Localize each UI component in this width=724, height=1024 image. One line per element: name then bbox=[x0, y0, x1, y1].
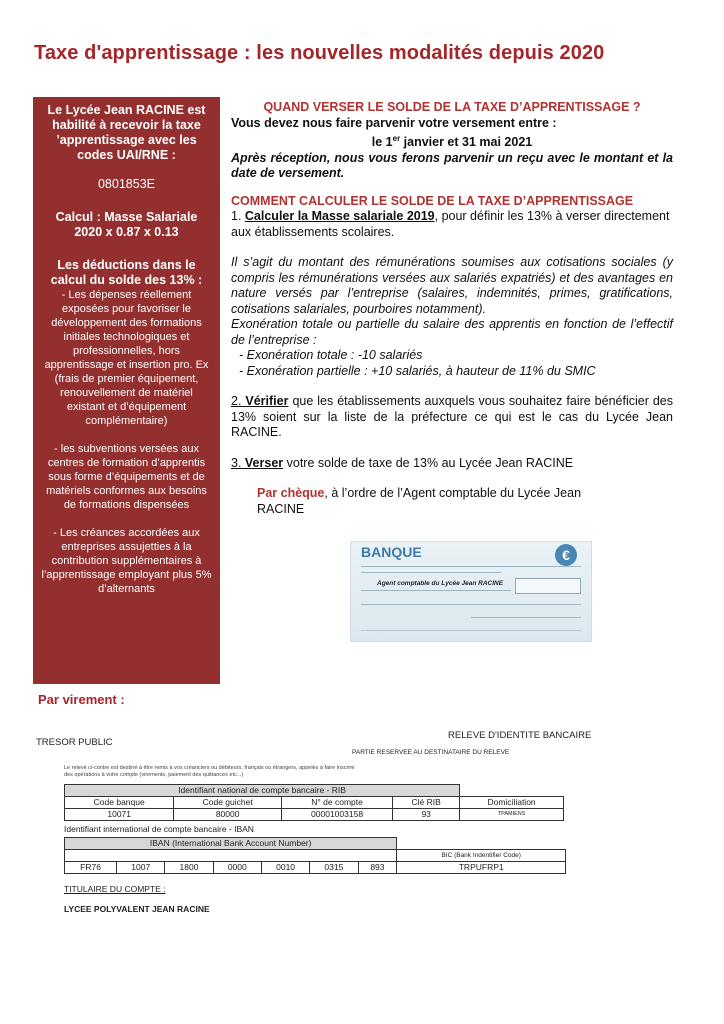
quand-dates bbox=[231, 131, 673, 151]
iban-header: IBAN (International Bank Account Number) bbox=[65, 838, 397, 850]
partie-reservee: PARTIE RESERVEE AU DESTINATAIRE DU RELEVE bbox=[352, 749, 510, 756]
tresor-label: TRESOR PUBLIC bbox=[36, 737, 113, 748]
step-number: 1. bbox=[231, 209, 245, 224]
calcul-formula: Calcul : Masse Salariale 2020 x 0.87 x 0.13 bbox=[55, 210, 198, 239]
iban-part: 0000 bbox=[213, 862, 261, 874]
uai-code: 0801853E bbox=[97, 177, 155, 191]
val-code-banque: 10071 bbox=[65, 809, 174, 821]
step-text: votre solde de taxe de 13% au Lycée Jean RACINE bbox=[283, 455, 574, 470]
step-2 bbox=[231, 394, 673, 441]
amount-box bbox=[515, 578, 581, 594]
rib-document bbox=[36, 727, 656, 922]
deduction-item: - Les dépenses réellement exposées pour favoriser le développement des formations initiales technologiques et professionnelles, hors apprentissage et insertion pro. Ex (frais de premier équipement, renouvellement de matériel existant et d’équipement complémentaire) bbox=[44, 289, 209, 427]
deductions-title: Les déductions dans le calcul du solde des 13% : bbox=[50, 258, 203, 287]
cheque-payee: Agent comptable du Lycée Jean RACINE bbox=[377, 580, 504, 587]
iban-part: 1007 bbox=[117, 862, 165, 874]
habilitation-text: Le Lycée Jean RACINE est habilité à recevoir la taxe ’apprentissage avec les codes UAI/RNE : bbox=[47, 103, 206, 162]
col-code-guichet: Code guichet bbox=[174, 797, 282, 809]
step-text: , pour définir les 13% à verser directement aux établissements scolaires. bbox=[231, 209, 670, 239]
sidebar-info-box bbox=[33, 97, 220, 684]
euro-icon: € bbox=[555, 544, 577, 566]
val-num-compte: 00001003158 bbox=[281, 809, 392, 821]
step-label: Vérifier bbox=[245, 394, 289, 409]
iban-table bbox=[64, 837, 566, 874]
rib-header: Identifiant national de compte bancaire - RIB bbox=[65, 785, 460, 797]
cheque-image bbox=[350, 541, 592, 642]
step-3 bbox=[231, 456, 673, 472]
recu-text: Après réception, nous vous ferons parvenir un reçu avec le montant et la date de versement. bbox=[231, 150, 673, 181]
exo-partielle: - Exonération partielle : +10 salariés, à hauteur de 11% du SMIC bbox=[239, 363, 596, 378]
titulaire-label: TITULAIRE DU COMPTE : bbox=[64, 884, 166, 894]
col-cle-rib: Clé RIB bbox=[393, 797, 460, 809]
val-domiciliation: TPAMIENS bbox=[460, 809, 564, 821]
step-text: que les établissements auxquels vous souhaitez faire bénéficier des 13% soient sur la liste de la préfecture ce qui est le cas du Lycée Jean RACINE. bbox=[231, 394, 673, 440]
step-label: Calculer la Masse salariale 2019 bbox=[244, 209, 435, 224]
bic-value: TRPUFRP1 bbox=[397, 862, 566, 874]
date-end: janvier et 31 mai 2021 bbox=[400, 135, 533, 150]
rib-note: Le relevé ci-contre est destiné à être remis à vos créanciers ou débiteurs, français ou étrangers, appelés à faire inscrire des opérations à votre compte (virements, paiement des quittances etc...) bbox=[64, 765, 355, 778]
exoneration-text: Exonération totale ou partielle du salaire des apprentis en fonction de l’effectif de l’entreprise : bbox=[231, 317, 673, 347]
step-label: Verser bbox=[244, 455, 284, 470]
main-content bbox=[231, 100, 673, 517]
step-number: 3. bbox=[231, 455, 245, 470]
val-code-guichet: 80000 bbox=[174, 809, 282, 821]
cheque-instruction bbox=[231, 486, 617, 517]
cheque-label: Par chèque bbox=[257, 486, 325, 501]
iban-part: 1800 bbox=[165, 862, 213, 874]
date-sup: er bbox=[392, 134, 401, 143]
bic-header: BIC (Bank Indentifier Code) bbox=[397, 850, 566, 862]
rib-table bbox=[64, 784, 564, 821]
iban-caption: Identifiant international de compte bancaire - IBAN bbox=[64, 824, 254, 834]
iban-part: 0315 bbox=[310, 862, 358, 874]
val-cle-rib: 93 bbox=[393, 809, 460, 821]
quand-heading: QUAND VERSER LE SOLDE DE LA TAXE D’APPRENTISSAGE ? bbox=[263, 100, 641, 114]
virement-label: Par virement : bbox=[38, 692, 125, 707]
titulaire-name: LYCEE POLYVALENT JEAN RACINE bbox=[64, 904, 210, 914]
col-num-compte: N° de compte bbox=[281, 797, 392, 809]
page-title: Taxe d'apprentissage : les nouvelles modalités depuis 2020 bbox=[34, 42, 605, 64]
deduction-item: - Les créances accordées aux entreprises assujetties à la contribution supplémentaires à l’apprentissage employant plus 5% d’alternants bbox=[41, 527, 212, 595]
step-1 bbox=[231, 209, 673, 240]
col-code-banque: Code banque bbox=[65, 797, 174, 809]
date-start: le 1 bbox=[371, 135, 393, 150]
col-domiciliation: Domiciliation bbox=[460, 797, 564, 809]
comment-heading: COMMENT CALCULER LE SOLDE DE LA TAXE D’APPRENTISSAGE bbox=[231, 193, 634, 208]
iban-part: 0010 bbox=[261, 862, 309, 874]
step-number: 2. bbox=[231, 394, 246, 409]
exo-total: - Exonération totale : -10 salariés bbox=[239, 348, 423, 363]
iban-part: 893 bbox=[358, 862, 397, 874]
quand-line1: Vous devez nous faire parvenir votre versement entre : bbox=[231, 115, 557, 130]
cheque-text: , à l’ordre de l’Agent comptable du Lycée Jean RACINE bbox=[257, 486, 582, 516]
iban-part: FR76 bbox=[65, 862, 117, 874]
bank-label: BANQUE bbox=[361, 544, 422, 560]
deduction-item: - les subventions versées aux centres de formation d’apprentis sous forme d’équipements et de matériels conformes aux besoins de formations dispensées bbox=[46, 443, 207, 511]
releve-title: RELEVE D'IDENTITE BANCAIRE bbox=[448, 730, 592, 741]
montant-text: Il s’agit du montant des rémunérations soumises aux cotisations sociales (y compris les rémunérations versées aux salariés expatriés) et des avantages en nature versés par l’entreprise (salaires, indemnités, primes, gratifications, cotisations salariales, pourboires notamment). bbox=[231, 255, 673, 316]
